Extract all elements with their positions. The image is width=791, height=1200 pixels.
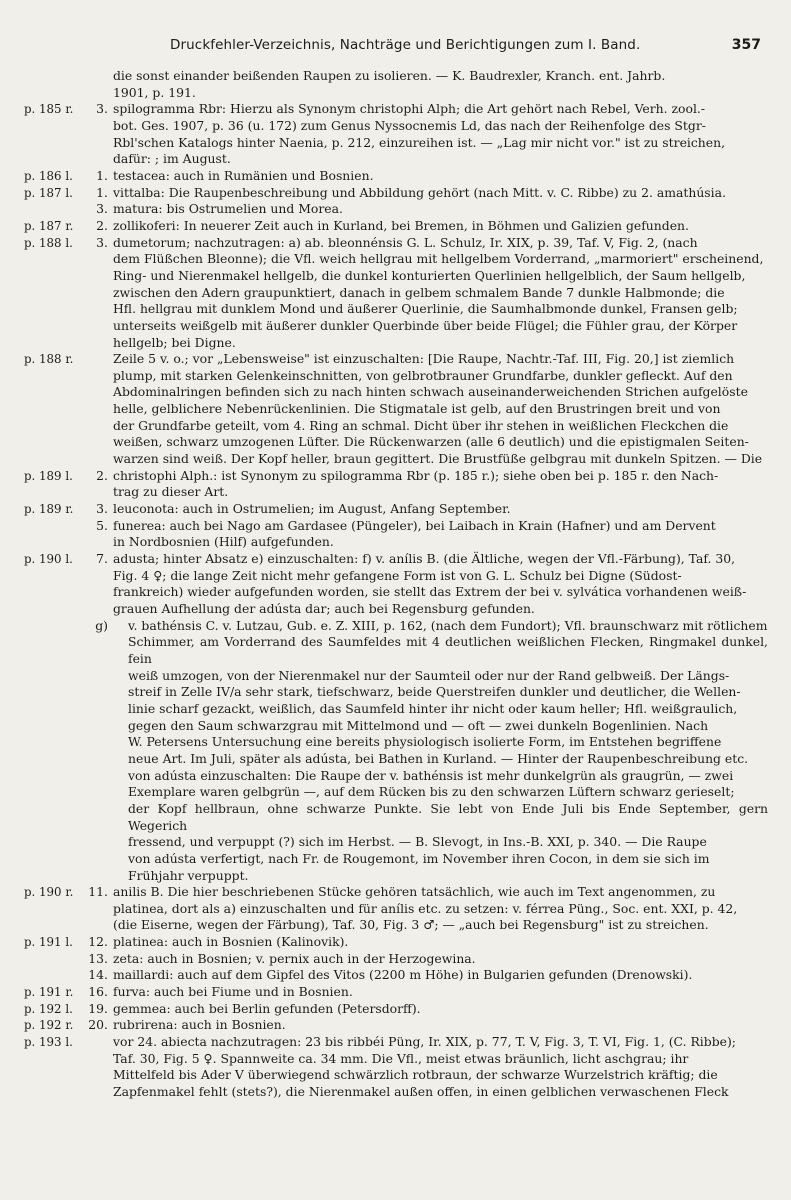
text-line: christophi Alph.: ist Synonym zu spilogramma Rbr (p. 185 r.); siehe oben bei p. 185 r. den Nach- [113, 467, 719, 483]
entry-number: 2. [96, 467, 108, 483]
text-line: Fig. 4 ♀; die lange Zeit nicht mehr gefangene Form ist von G. L. Schulz bei Digne (Südost- [113, 567, 682, 583]
entry-number: 12. [88, 934, 108, 950]
text-line: weißen, schwarz umzogenen Lüfter. Die Rückenwarzen (alle 6 deutlich) und die epistigmalen Seiten- [113, 434, 749, 450]
entry-page-ref: p. 187 l. [24, 185, 73, 200]
entry-number: 7. [96, 551, 108, 567]
text-line: Hfl. hellgrau mit dunklem Mond und äußerer Querlinie, die Saumhalbmonde dunkel, Fransen gelb; [113, 301, 738, 317]
entry-page-ref: p. 189 l. [24, 468, 73, 483]
entry-text [113, 551, 768, 618]
errata-entry [24, 518, 768, 551]
text-line: anilis B. Die hier beschriebenen Stücke gehören tatsächlich, wie auch im Text angenommen, zu [113, 884, 716, 900]
text-line: grauen Aufhellung der adústa dar; auch bei Regensburg gefunden. [113, 601, 535, 616]
text-line: helle, gelblichere Nebenrückenlinien. Die Stigmatale ist gelb, auf den Brustringen breit und von [113, 401, 721, 417]
entry-text [113, 185, 768, 202]
text-line: der Kopf hellbraun, ohne schwarze Punkte. Sie lebt von Ende Juli bis Ende September, gern Wegerich [128, 800, 768, 833]
errata-entry [24, 1034, 768, 1101]
entry-number: 1. [96, 184, 108, 200]
text-line: in Nordbosnien (Hilf) aufgefunden. [113, 534, 334, 550]
text-line: dem Flüßchen Bleonne); die Vfl. weich hellgrau mit hellgelbem Vorderrand, „marmoriert" erscheinend, [113, 251, 764, 267]
text-line: plump, mit starken Gelenkeinschnitten, von gelbrotbrauner Grundfarbe, dunkler gefleckt. Auf den [113, 367, 733, 383]
entry-number: 14. [88, 967, 108, 983]
entry-text [113, 884, 768, 934]
entry-text [113, 1034, 768, 1101]
entry-number: 1. [96, 167, 108, 183]
text-line: trag zu dieser Art. [113, 484, 229, 500]
text-line: frankreich) wieder aufgefunden worden, sie stellt das Extrem der bei v. sylvática vorhandenen weiß- [113, 584, 747, 600]
errata-entry [24, 984, 768, 1001]
errata-entry [24, 468, 768, 501]
text-line: linie scharf gezackt, weißlich, das Saumfeld hinter ihr nicht oder kaum heller; Hfl. weißgraulich, [128, 700, 738, 716]
entry-text [113, 967, 768, 984]
text-line: leuconota: auch in Ostrumelien; im August, Anfang September. [113, 501, 511, 517]
entry-page-ref: p. 188 r. [24, 352, 74, 367]
text-line: von adústa verfertigt, nach Fr. de Rougemont, im November ihren Cocon, in dem sie sich im [128, 850, 710, 866]
text-line: streif in Zelle IV/a sehr stark, tiefschwarz, beide Querstreifen dunkler und deutlicher, die Wellen- [128, 684, 741, 700]
text-line: unterseits weißgelb mit äußerer dunkler Querbinde über beide Flügel; die Fühler grau, der Körper [113, 317, 738, 333]
text-line: adusta; hinter Absatz e) einzuschalten: f) v. anílis B. (die Ältliche, wegen der Vfl.-Färbung), Taf. 30, [113, 551, 736, 567]
entry-text [113, 101, 768, 168]
text-line: funerea: auch bei Nago am Gardasee (Püngeler), bei Laibach in Krain (Hafner) und am Dervent [113, 517, 716, 533]
entry-number: 11. [88, 884, 108, 900]
entry-text [113, 951, 768, 968]
text-line: neue Art. Im Juli, später als adústa, bei Bathen in Kurland. — Hinter der Raupenbeschreibung etc. [128, 750, 749, 766]
text-line: (die Eiserne, wegen der Färbung), Taf. 30, Fig. 3 ♂; — „auch bei Regensburg" ist zu streichen. [113, 917, 709, 933]
text-line: platinea, dort als a) einzuschalten und für anílis etc. zu setzen: v. férrea Püng., Soc. ent. XXI, p. 42, [113, 900, 738, 916]
errata-entry [24, 934, 768, 951]
errata-entry [24, 1001, 768, 1018]
errata-entry [24, 235, 768, 352]
entry-page-ref: p. 192 r. [24, 1018, 74, 1033]
errata-entries [24, 68, 768, 1101]
entry-number: 16. [88, 984, 108, 1000]
entry-text [113, 201, 768, 218]
entry-text [113, 501, 768, 518]
text-line: Schimmer, am Vorderrand des Saumfeldes mit 4 deutlichen weißlichen Flecken, Ringmakel dunkel, fein [128, 634, 768, 666]
text-line: v. bathénsis C. v. Lutzau, Gub. e. Z. XIII, p. 162, (nach dem Fundort); Vfl. braunschwarz mit rötlichem [128, 617, 768, 633]
entry-text [113, 984, 768, 1001]
errata-entry [24, 501, 768, 518]
text-line: der Grundfarbe geteilt, vom 4. Ring an schmal. Dicht über ihr stehen in weißlichen Fleckchen die [113, 417, 729, 433]
errata-entry [24, 168, 768, 185]
text-line: zeta: auch in Bosnien; v. pernix auch in der Herzogewina. [113, 950, 476, 966]
text-line: vittalba: Die Raupenbeschreibung und Abbildung gehört (nach Mitt. v. C. Ribbe) zu 2. amathúsia. [113, 184, 726, 200]
text-line: fressend, und verpuppt (?) sich im Herbst. — B. Slevogt, in Ins.-B. XXI, p. 340. — Die Raupe [128, 834, 707, 850]
text-line: die sonst einander beißenden Raupen zu isolieren. — K. Baudrexler, Kranch. ent. Jahrb. [113, 68, 666, 83]
text-line: warzen sind weiß. Der Kopf heller, braun gegittert. Die Brustfüße gelbgrau mit dunkeln Spitzen. — Die [113, 451, 763, 467]
text-line: Taf. 30, Fig. 5 ♀. Spannweite ca. 34 mm. Die Vfl., meist etwas bräunlich, licht aschgrau; ihr [113, 1050, 689, 1066]
entry-text [113, 351, 768, 468]
entry-page-ref: p. 190 r. [24, 885, 74, 900]
entry-page-ref: p. 191 r. [24, 985, 74, 1000]
entry-number: 5. [96, 517, 108, 533]
running-header [0, 37, 791, 55]
text-line: rubrirena: auch in Bosnien. [113, 1017, 286, 1033]
errata-entry [24, 218, 768, 235]
entry-page-ref: p. 186 l. [24, 168, 73, 183]
entry-number: 3. [96, 201, 108, 217]
errata-entry [24, 351, 768, 468]
entry-number: 3. [96, 501, 108, 517]
entry-number: 13. [88, 950, 108, 966]
text-line: Exemplare waren gelbgrün —, auf dem Rücken bis zu den schwarzen Lüftern schwarz gerieselt; [128, 784, 735, 800]
entry-page-ref: p. 185 r. [24, 102, 74, 117]
text-line: testacea: auch in Rumänien und Bosnien. [113, 167, 374, 183]
errata-entry [24, 967, 768, 984]
entry-text [113, 468, 768, 501]
entry-text [113, 168, 768, 185]
text-line: gegen den Saum schwarzgrau mit Mittelmond und — oft — zwei dunkeln Bogenlinien. Nach [128, 717, 709, 733]
entry-text [113, 1001, 768, 1018]
text-line: dafür: ; im August. [113, 151, 231, 167]
errata-entry [24, 551, 768, 618]
errata-entry [24, 951, 768, 968]
text-line: vor 24. abiecta nachzutragen: 23 bis ribbéi Püng, Ir. XIX, p. 77, T. V, Fig. 3, T. VI, Fig. 1, (C. Ribbe); [113, 1034, 736, 1050]
text-line: matura: bis Ostrumelien und Morea. [113, 201, 343, 217]
entry-page-ref: p. 191 l. [24, 935, 73, 950]
text-line: Zapfenmakel fehlt (stets?), die Nierenmakel außen offen, in einen gelblichen verwaschenen Fleck [113, 1084, 729, 1100]
page-number: 357 [731, 37, 761, 53]
text-line: spilogramma Rbr: Hierzu als Synonym christophi Alph; die Art gehört nach Rebel, Verh. zool.- [113, 101, 706, 117]
text-line: hellgelb; bei Digne. [113, 334, 236, 350]
entry-number: g) [95, 617, 108, 633]
errata-entry [24, 1017, 768, 1034]
entry-page-ref: p. 193 l. [24, 1035, 73, 1050]
text-line: weiß umzogen, von der Nierenmakel nur der Saumteil oder nur der Rand gelbweiß. Der Längs- [128, 667, 730, 683]
errata-entry [24, 68, 768, 101]
entry-page-ref: p. 190 l. [24, 552, 73, 567]
header-title: Druckfehler-Verzeichnis, Nachträge und Berichtigungen zum I. Band. [170, 37, 641, 53]
entry-number: 19. [88, 1000, 108, 1016]
entry-number: 3. [96, 101, 108, 117]
errata-entry [24, 101, 768, 168]
text-line: maillardi: auch auf dem Gipfel des Vitos (2200 m Höhe) in Bulgarien gefunden (Drenowski). [113, 967, 693, 983]
text-line: furva: auch bei Fiume und in Bosnien. [113, 984, 353, 1000]
text-line: Abdominalringen befinden sich zu nach hinten schwach auseinanderweichenden Strichen aufgelöste [113, 384, 748, 400]
entry-text [113, 518, 768, 551]
text-line: Ring- und Nierenmakel hellgelb, die dunkel konturierten Querlinien hellgelblich, der Saum hellgelb, [113, 267, 746, 283]
errata-entry [24, 201, 768, 218]
text-line: Zeile 5 v. o.; vor „Lebensweise" ist einzuschalten: [Die Raupe, Nachtr.-Taf. III, Fig. 20,] ist ziemlich [113, 351, 735, 367]
entry-page-ref: p. 188 l. [24, 235, 73, 250]
errata-entry [24, 185, 768, 202]
entry-page-ref: p. 189 r. [24, 502, 74, 517]
text-line: gemmea: auch bei Berlin gefunden (Petersdorff). [113, 1000, 421, 1016]
errata-entry [24, 618, 768, 885]
entry-page-ref: p. 192 l. [24, 1001, 73, 1016]
text-line: dumetorum; nachzutragen: a) ab. bleonnénsis G. L. Schulz, Ir. XIX, p. 39, Taf. V, Fig. 2, (nach [113, 234, 698, 250]
entry-text [113, 1017, 768, 1034]
text-line: platinea: auch in Bosnien (Kalinovik). [113, 934, 349, 950]
text-line: zwischen den Adern graupunktiert, danach in gelbem schmalem Bande 7 dunkle Halbmonde; die [113, 284, 725, 300]
text-line: 1901, p. 191. [113, 84, 196, 100]
entry-number: 20. [88, 1017, 108, 1033]
errata-entry [24, 884, 768, 934]
text-line: bot. Ges. 1907, p. 36 (u. 172) zum Genus Nyssocnemis Ld, das nach der Reihenfolge des Stgr- [113, 117, 706, 133]
text-line: Mittelfeld bis Ader V überwiegend schwärzlich rotbraun, der schwarze Wurzelstrich kräftig; die [113, 1067, 718, 1083]
text-line: W. Petersens Untersuchung eine bereits physiologisch isolierte Form, im Entstehen begriffene [128, 734, 722, 750]
text-line: Frühjahr verpuppt. [128, 867, 249, 883]
entry-text [113, 68, 768, 101]
text-line: von adústa einzuschalten: Die Raupe der v. bathénsis ist mehr dunkelgrün als graugrün, — zwei [128, 767, 734, 783]
entry-text [113, 218, 768, 235]
entry-page-ref: p. 187 r. [24, 218, 74, 233]
entry-text [113, 235, 768, 352]
entry-text [113, 934, 768, 951]
entry-number: 2. [96, 217, 108, 233]
text-line: Rbl'schen Katalogs hinter Naenia, p. 212, einzureihen ist. — „Lag mir nicht vor." ist zu streichen, [113, 134, 726, 150]
entry-text [128, 618, 768, 885]
entry-number: 3. [96, 234, 108, 250]
text-line: zollikoferi: In neuerer Zeit auch in Kurland, bei Bremen, in Böhmen und Galizien gefunden. [113, 217, 689, 233]
